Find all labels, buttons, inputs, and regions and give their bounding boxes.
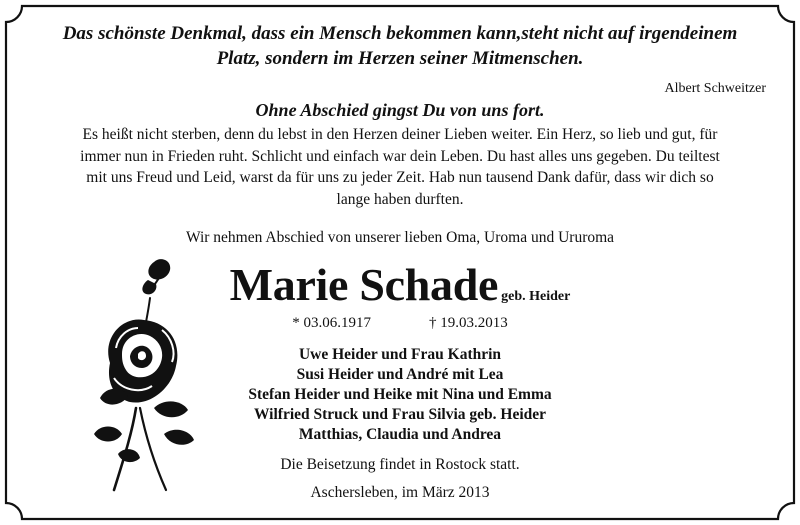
- poem-line: immer nun in Frieden ruht. Schlicht und einfach war dein Leben. Du hast alles uns gegeben. Du teiltest: [80, 147, 720, 165]
- mourner-line: Wilfried Struck und Frau Silvia geb. Heider: [253, 406, 547, 423]
- life-dates: [0, 315, 800, 332]
- poem-line: lange haben durften.: [336, 190, 464, 208]
- quote-line-2: Platz, sondern im Herzen seiner Mitmenschen.: [216, 48, 584, 69]
- quote-author: Albert Schweitzer: [664, 81, 766, 96]
- poem-line: mit uns Freud und Leid, warst da für uns zu jeder Zeit. Hab nun tausend Dank dafür, dass wir dich so: [86, 169, 714, 186]
- poem: [0, 124, 800, 210]
- burial-notice: Die Beisetzung findet in Rostock statt.: [280, 456, 520, 473]
- deceased-name: Marie Schade: [229, 259, 499, 310]
- mourner-line: Uwe Heider und Frau Kathrin: [298, 346, 502, 363]
- deceased-name-line: [0, 258, 800, 311]
- quote-line-1: Das schönste Denkmal, dass ein Mensch bekommen kann,steht nicht auf irgendeinem: [62, 23, 738, 44]
- mourners-list: [0, 345, 800, 445]
- motto: Ohne Abschied gingst Du von uns fort.: [255, 100, 545, 120]
- mourner-line: Matthias, Claudia und Andrea: [298, 426, 502, 443]
- death-date: † 19.03.2013: [429, 315, 508, 331]
- mourner-line: Stefan Heider und Heike mit Nina und Emma: [248, 386, 552, 403]
- farewell-intro: Wir nehmen Abschied von unserer lieben Oma, Uroma und Ururoma: [185, 229, 615, 246]
- poem-line: Es heißt nicht sterben, denn du lebst in den Herzen deiner Lieben weiter. Ein Herz, so lieb und gut, für: [82, 126, 718, 143]
- maiden-name: geb. Heider: [501, 289, 571, 304]
- place-and-date: Aschersleben, im März 2013: [310, 484, 490, 501]
- mourner-line: Susi Heider und André mit Lea: [296, 366, 504, 383]
- birth-date: * 03.06.1917: [292, 315, 371, 331]
